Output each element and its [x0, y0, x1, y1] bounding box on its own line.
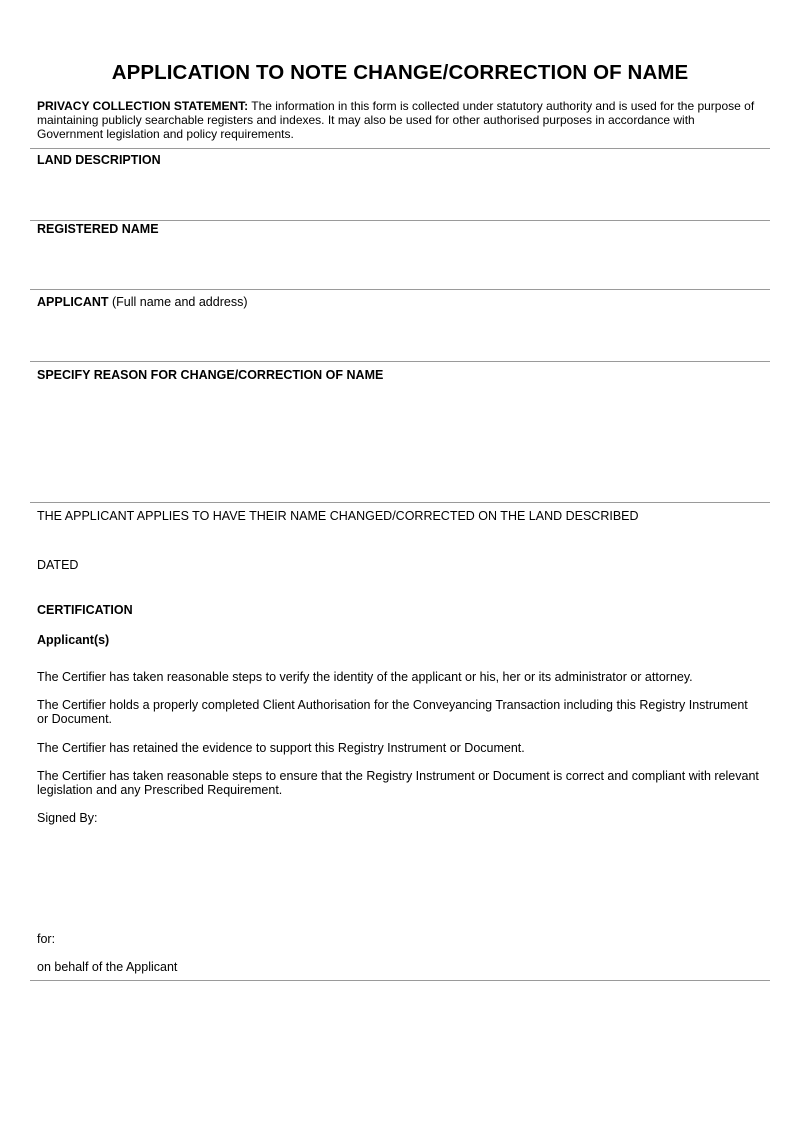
- land-description-label: LAND DESCRIPTION: [37, 153, 161, 167]
- certification-statement: The Certifier has taken reasonable steps to ensure that the Registry Instrument or Document is correct and compliant with relevant legislation and any Prescribed Requirement.: [37, 769, 759, 797]
- divider: [30, 502, 770, 503]
- divider: [30, 361, 770, 362]
- applicant-heading: [37, 295, 762, 309]
- for-label: for:: [37, 932, 56, 946]
- on-behalf-label: on behalf of the Applicant: [37, 960, 178, 974]
- divider: [30, 980, 770, 981]
- divider: [30, 289, 770, 290]
- certification-statement: The Certifier holds a properly completed Client Authorisation for the Conveyancing Transaction including this Registry Instrument or Document.: [37, 698, 748, 726]
- signed-by-label: Signed By:: [37, 811, 98, 825]
- divider: [30, 220, 770, 221]
- certification-statement: The Certifier has retained the evidence to support this Registry Instrument or Document.: [37, 741, 525, 755]
- divider: [30, 148, 770, 149]
- form-title: APPLICATION TO NOTE CHANGE/CORRECTION OF NAME: [111, 61, 689, 84]
- certification-statement: The Certifier has taken reasonable steps to verify the identity of the applicant or his, her or its administrator or attorney.: [37, 670, 693, 684]
- registered-name-label: REGISTERED NAME: [37, 222, 159, 236]
- certification-heading: CERTIFICATION: [37, 603, 133, 617]
- privacy-statement: [37, 99, 757, 141]
- dated-label: DATED: [37, 558, 79, 572]
- applicants-subheading: Applicant(s): [37, 633, 110, 647]
- applicant-note: (Full name and address): [108, 295, 248, 309]
- applicant-label: APPLICANT: [37, 295, 109, 309]
- reason-label: SPECIFY REASON FOR CHANGE/CORRECTION OF NAME: [37, 368, 384, 382]
- privacy-text: The information in this form is collected under statutory authority and is used for the purpose of maintaining publicly searchable registers and indexes. It may also be used for other authorised purposes in accordance with Government legislation and policy requirements.: [37, 99, 755, 141]
- privacy-label: PRIVACY COLLECTION STATEMENT:: [37, 99, 249, 113]
- application-statement: THE APPLICANT APPLIES TO HAVE THEIR NAME CHANGED/CORRECTED ON THE LAND DESCRIBED: [37, 509, 639, 523]
